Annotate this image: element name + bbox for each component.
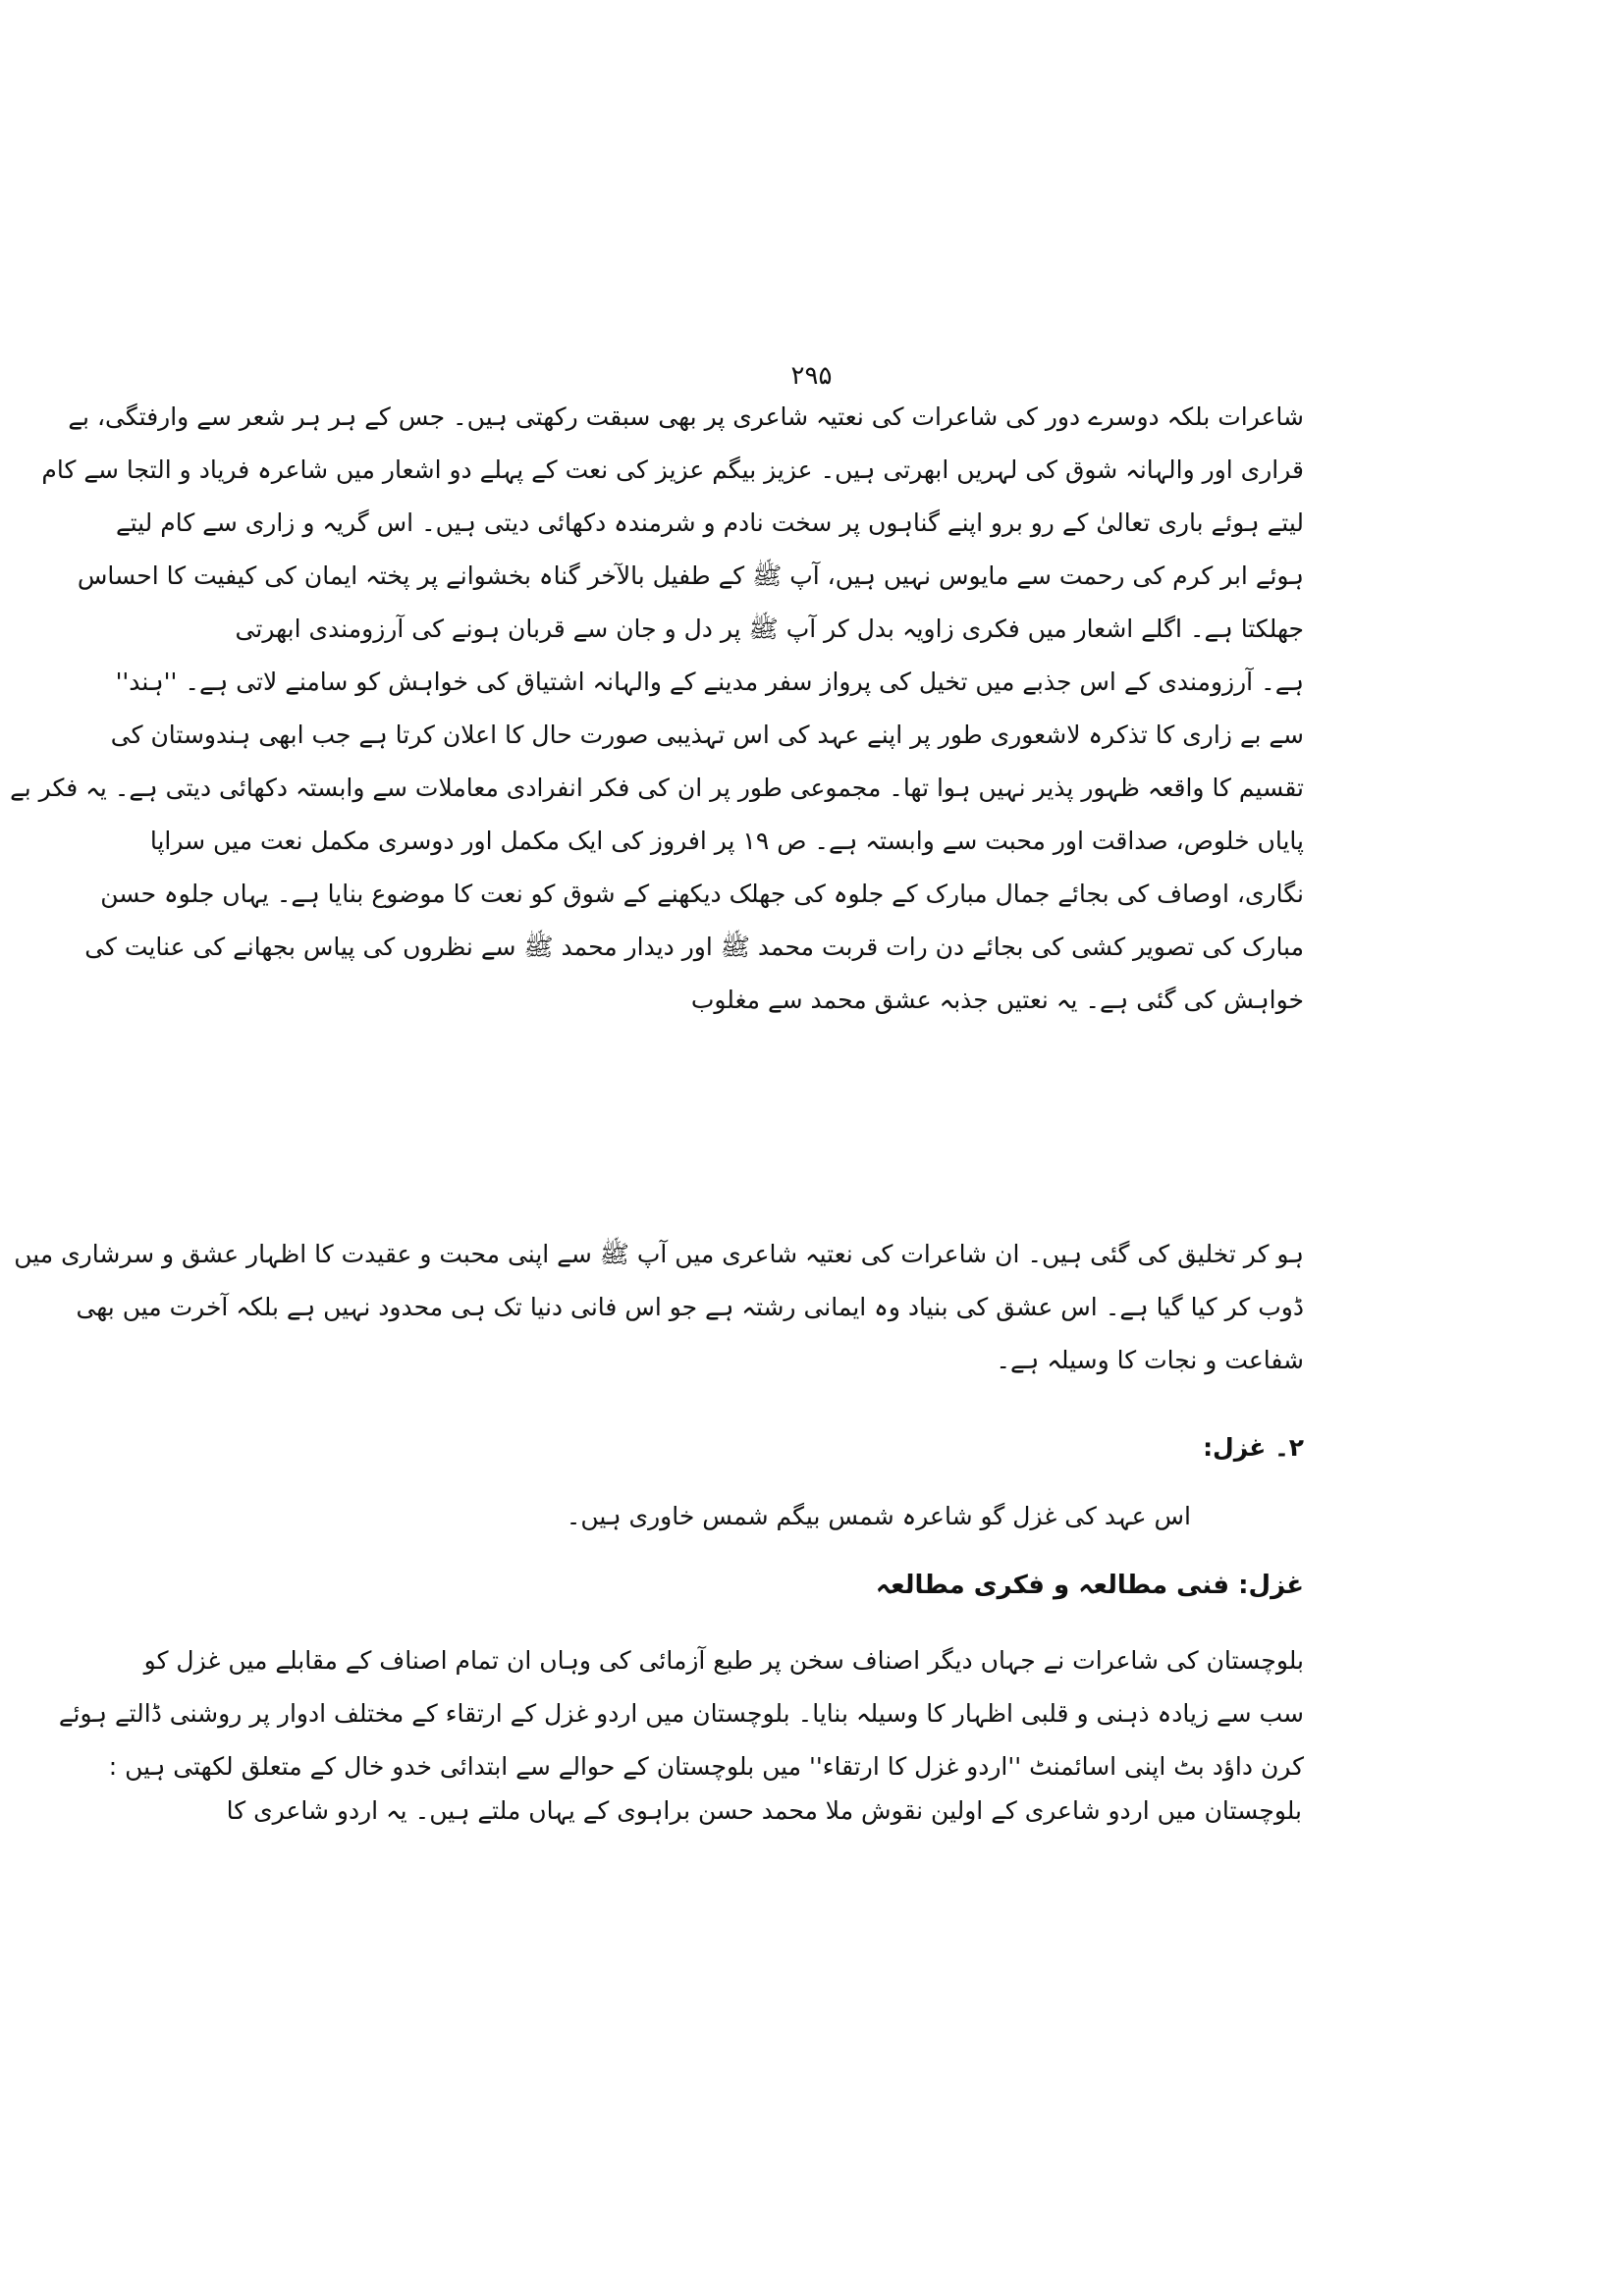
quote-line: بلوچستان میں اردو شاعری کے اولین نقوش ملا محمد حسن براہوی کے یہاں ملتے ہیں۔ یہ اردو شاعری کا bbox=[226, 1796, 1302, 1825]
paragraph-line: خواہش کی گئی ہے۔ یہ نعتیں جذبہ عشق محمد سے مغلوب bbox=[690, 986, 1304, 1014]
paragraph-2 bbox=[14, 1228, 1304, 1387]
paragraph-line: سب سے زیادہ ذہنی و قلبی اظہار کا وسیلہ بنایا۔ بلوچستان میں اردو غزل کے ارتقاء کے مختلف ادوار پر روشنی ڈالتے ہوئے bbox=[58, 1699, 1304, 1728]
section-intro: اس عہد کی غزل گو شاعرہ شمس بیگم شمس خاوری ہیں۔ bbox=[566, 1502, 1191, 1530]
paragraph-line: لیتے ہوئے باری تعالیٰ کے رو برو اپنے گناہوں پر سخت نادم و شرمندہ دکھائی دیتی ہیں۔ اس گریہ و زاری سے کام لیتے bbox=[115, 508, 1304, 537]
paragraph-line: تقسیم کا واقعہ ظہور پذیر نہیں ہوا تھا۔ مجموعی طور پر ان کی فکر انفرادی معاملات سے وابستہ دکھائی دیتی ہے۔ یہ فکر بے bbox=[10, 774, 1304, 802]
paragraph-line: ڈوب کر کیا گیا ہے۔ اس عشق کی بنیاد وہ ایمانی رشتہ ہے جو اس فانی دنیا تک ہی محدود نہیں ہے بلکہ آخرت میں بھی bbox=[76, 1293, 1304, 1321]
paragraph-line: پایاں خلوص، صداقت اور محبت سے وابستہ ہے۔ ص ۱۹ پر افروز کی ایک مکمل اور دوسری مکمل نعت میں سراپا bbox=[149, 827, 1304, 855]
paragraph-line: قراری اور والہانہ شوق کی لہریں ابھرتی ہیں۔ عزیز بیگم عزیز کی نعت کے پہلے دو اشعار میں شاعرہ فریاد و التجا سے کام bbox=[41, 455, 1304, 484]
page-number: ۲۹۵ bbox=[790, 361, 833, 391]
paragraph-line: مبارک کی تصویر کشی کی بجائے دن رات قربت محمد ﷺ اور دیدار محمد ﷺ سے نظروں کی پیاس بجھانے کی عنایت کی bbox=[84, 933, 1304, 961]
paragraph-line: کرن داؤد بٹ اپنی اسائمنٹ ''اردو غزل کا ارتقاء'' میں بلوچستان کے حوالے سے ابتدائی خدو خال کے متعلق لکھتی ہیں : bbox=[108, 1752, 1304, 1781]
paragraph-1 bbox=[10, 391, 1304, 1027]
paragraph-line: سے بے زاری کا تذکرہ لاشعوری طور پر اپنے عہد کی اس تہذیبی صورت حال کا اعلان کرتا ہے جب ابھی ہندوستان کی bbox=[110, 721, 1304, 749]
paragraph-line: بلوچستان کی شاعرات نے جہاں دیگر اصناف سخن پر طبع آزمائی کی وہاں ان تمام اصناف کے مقابلے میں غزل کو bbox=[143, 1646, 1304, 1675]
section-heading: ۲۔ غزل: bbox=[1203, 1433, 1304, 1462]
paragraph-line: ہے۔ آرزومندی کے اس جذبے میں تخیل کی پرواز سفر مدینے کے والہانہ اشتیاق کی خواہش کو سامنے لاتی ہے۔ ''ہند'' bbox=[115, 667, 1304, 696]
paragraph-line: ہوئے ابر کرم کی رحمت سے مایوس نہیں ہیں، آپ ﷺ کے طفیل بالآخر گناہ بخشوانے پر پختہ ایمان کی کیفیت کا احساس bbox=[77, 561, 1304, 590]
paragraph-line: شاعرات بلکہ دوسرے دور کی شاعرات کی نعتیہ شاعری پر بھی سبقت رکھتی ہیں۔ جس کے ہر ہر شعر سے وارفتگی، بے bbox=[68, 402, 1304, 431]
paragraph-line: ہو کر تخلیق کی گئی ہیں۔ ان شاعرات کی نعتیہ شاعری میں آپ ﷺ سے اپنی محبت و عقیدت کا اظہار عشق و سرشاری میں bbox=[14, 1240, 1304, 1268]
paragraph-line: جھلکتا ہے۔ اگلے اشعار میں فکری زاویہ بدل کر آپ ﷺ پر دل و جان سے قربان ہونے کی آرزومندی ابھرتی bbox=[235, 614, 1304, 643]
subheading: غزل: فنی مطالعہ و فکری مطالعہ bbox=[875, 1571, 1304, 1600]
paragraph-line: نگاری، اوصاف کی بجائے جمال مبارک کے جلوہ کی جھلک دیکھنے کے شوق کو نعت کا موضوع بنایا ہے۔ یہاں جلوہ حسن bbox=[100, 880, 1304, 908]
paragraph-line: شفاعت و نجات کا وسیلہ ہے۔ bbox=[996, 1346, 1304, 1374]
paragraph-3 bbox=[58, 1634, 1304, 1793]
